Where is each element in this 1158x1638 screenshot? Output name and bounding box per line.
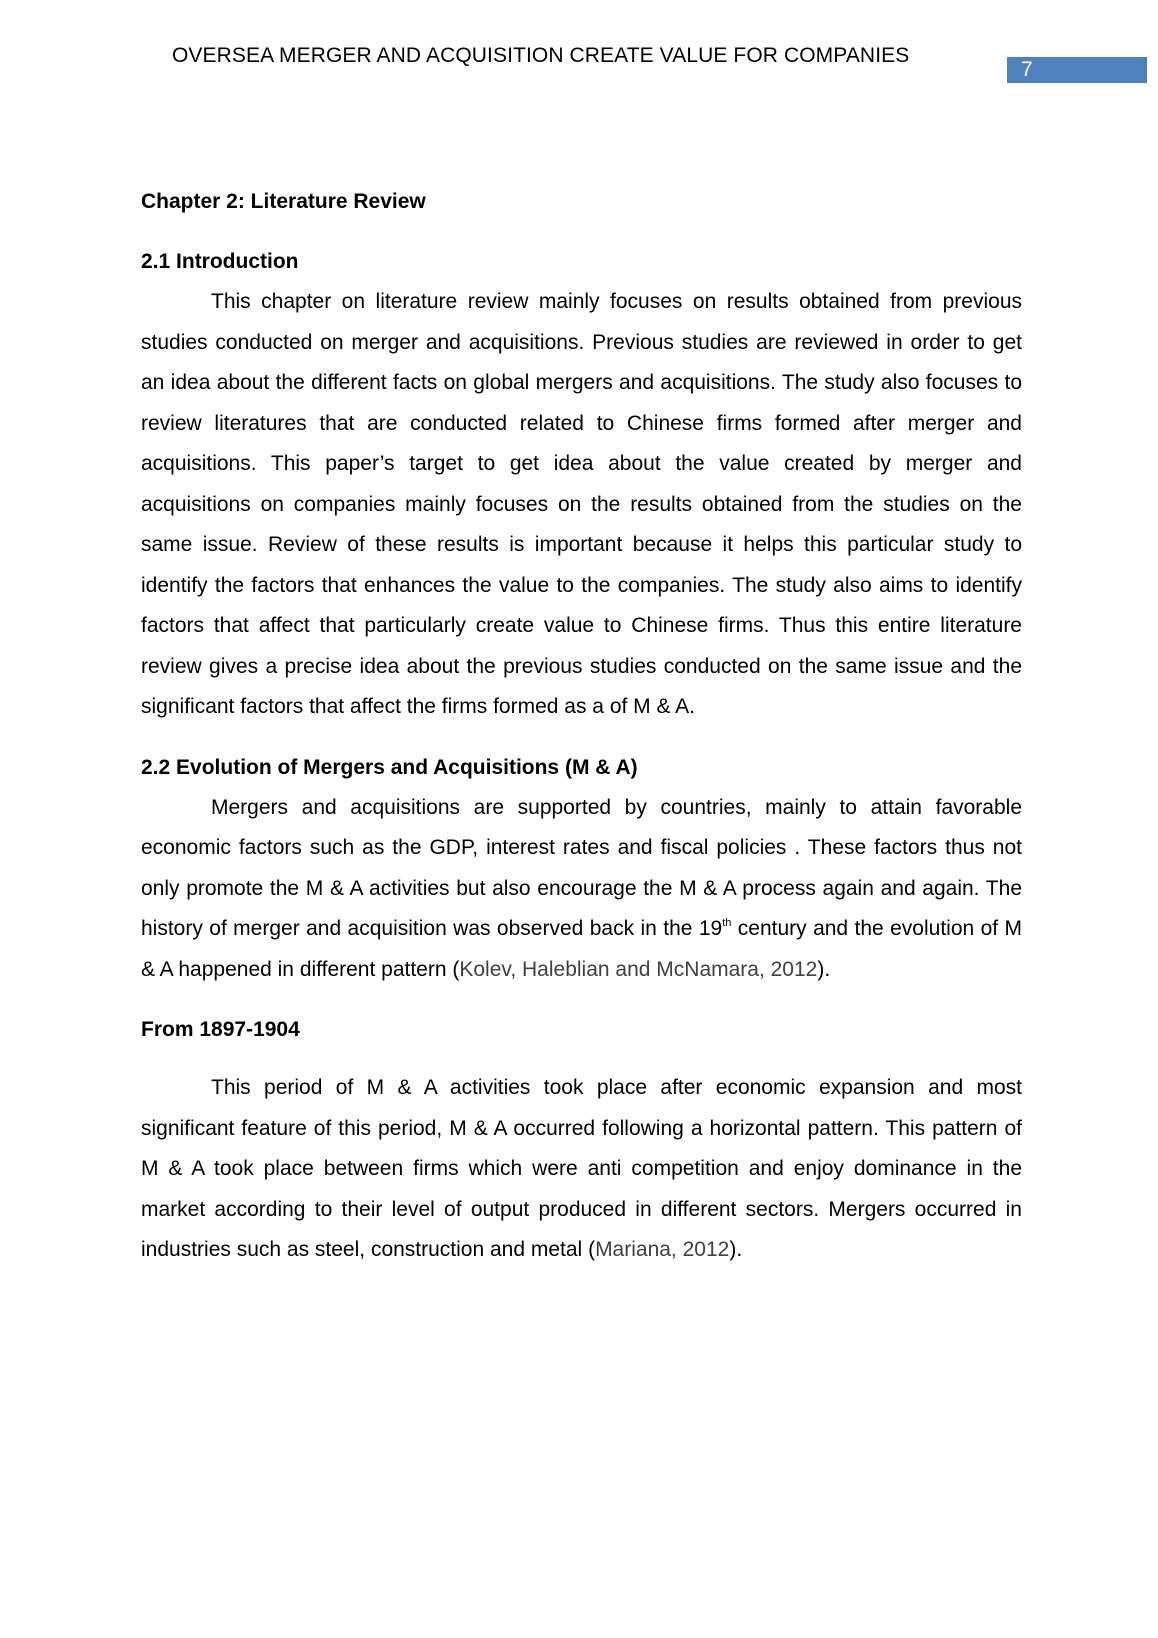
running-header-title: OVERSEA MERGER AND ACQUISITION CREATE VALUE FOR COMPANIES xyxy=(172,44,910,67)
evolution-text-part1: Mergers and acquisitions are supported by countries, mainly to attain favorable economic factors such as the GDP, interest rates and fiscal policies . These factors thus not only promote the M & A activities but also encourage the M & A process again and again. The history of merger and acquisition was observed back in the 19 xyxy=(141,795,1022,940)
page-number: 7 xyxy=(1021,58,1033,81)
section-heading-introduction: 2.1 Introduction xyxy=(141,250,299,273)
evolution-paragraph xyxy=(141,788,1022,991)
section-heading-evolution: 2.2 Evolution of Mergers and Acquisitions (M & A) xyxy=(141,755,638,779)
citation-close: ). xyxy=(729,1238,743,1261)
citation-close: ). xyxy=(817,957,831,981)
chapter-title: Chapter 2: Literature Review xyxy=(141,190,426,213)
citation-mariana: Mariana, 2012 xyxy=(595,1238,730,1261)
introduction-paragraph: This chapter on literature review mainly focuses on results obtained from previous studies conducted on merger and acquisitions. Previous studies are reviewed in order to get an idea about the different facts on global mergers and acquisitions. The study also focuses to review literatures that are conducted related to Chinese firms formed after merger and acquisitions. This paper’s target to get idea about the value created by merger and acquisitions on companies mainly focuses on the results obtained from the studies on the same issue. Review of these results is important because it helps this particular study to identify the factors that enhances the value to the companies. The study also aims to identify factors that affect that particularly create value to Chinese firms. Thus this entire literature review gives a precise idea about the previous studies conducted on the same issue and the significant factors that affect the firms formed as a of M & A. xyxy=(141,290,1022,718)
citation-open: ( xyxy=(452,957,460,981)
period-text: This period of M & A activities took place after economic expansion and most significant feature of this period, M & A occurred following a horizontal pattern. This pattern of M & A took place between firms which were anti competition and enjoy dominance in the market according to their level of output produced in different sectors. Mergers occurred in industries such as steel, construction and metal xyxy=(141,1076,1022,1261)
period-paragraph xyxy=(141,1068,1022,1271)
ordinal-superscript: th xyxy=(722,917,732,929)
subsection-heading-period: From 1897-1904 xyxy=(141,1018,300,1041)
citation-kolev: Kolev, Haleblian and McNamara, 2012 xyxy=(459,957,818,981)
document-body xyxy=(141,182,1022,1271)
citation-open: ( xyxy=(588,1238,596,1261)
page-number-badge xyxy=(1007,57,1147,83)
evolution-text-part2: century and the evolution of M & A happened in different pattern xyxy=(141,917,1022,981)
